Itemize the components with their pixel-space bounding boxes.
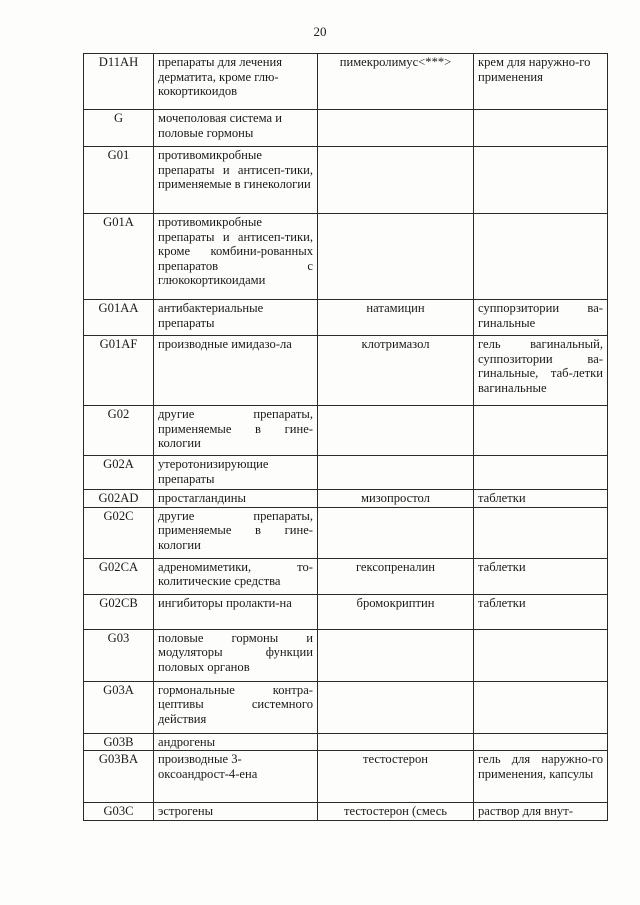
table-row [84,406,608,456]
table-row [84,54,608,110]
atc-code-cell: G03B [84,733,154,751]
atc-code-cell: D11AH [84,54,154,110]
inn-cell [318,406,474,456]
dosage-form-cell [474,110,608,147]
dosage-form-cell: таблетки [474,490,608,508]
table-row [84,214,608,300]
table-row [84,629,608,681]
table-row [84,733,608,751]
table-row [84,594,608,629]
dosage-form-cell: гель для наружно-го применения, капсулы [474,751,608,803]
group-name-cell: ингибиторы пролакти-на [154,594,318,629]
group-name-cell: утеротонизирующие препараты [154,456,318,490]
group-name-cell: простагландины [154,490,318,508]
dosage-form-cell [474,681,608,733]
group-name-cell: эстрогены [154,803,318,821]
inn-cell: тестостерон [318,751,474,803]
atc-code-cell: G03C [84,803,154,821]
inn-cell: мизопростол [318,490,474,508]
atc-code-cell: G [84,110,154,147]
inn-cell: гексопреналин [318,558,474,594]
group-name-cell: адреномиметики, то-колитические средства [154,558,318,594]
group-name-cell: производные 3-оксоандрост-4-ена [154,751,318,803]
inn-cell: пимекролимус<***> [318,54,474,110]
inn-cell [318,110,474,147]
dosage-form-cell: гель вагинальный, суппозитории ва-гинальные, таб-летки вагинальные [474,336,608,406]
table-row [84,300,608,336]
dosage-form-cell: таблетки [474,594,608,629]
group-name-cell: другие препараты, применяемые в гине-кологии [154,507,318,558]
inn-cell: натамицин [318,300,474,336]
dosage-form-cell [474,733,608,751]
dosage-form-cell: раствор для внут- [474,803,608,821]
dosage-form-cell [474,629,608,681]
atc-code-cell: G03 [84,629,154,681]
inn-cell: тестостерон (смесь [318,803,474,821]
dosage-form-cell: крем для наружно-го применения [474,54,608,110]
table-row [84,681,608,733]
group-name-cell: гормональные контра-цептивы системного действия [154,681,318,733]
inn-cell: бромокриптин [318,594,474,629]
table-row [84,751,608,803]
dosage-form-cell [474,456,608,490]
dosage-form-cell [474,406,608,456]
inn-cell [318,456,474,490]
atc-code-cell: G03A [84,681,154,733]
atc-code-cell: G02AD [84,490,154,508]
atc-code-cell: G01AF [84,336,154,406]
group-name-cell: мочеполовая система и половые гормоны [154,110,318,147]
drug-table [83,53,608,821]
table-row [84,336,608,406]
dosage-form-cell [474,214,608,300]
group-name-cell: андрогены [154,733,318,751]
dosage-form-cell: таблетки [474,558,608,594]
inn-cell [318,507,474,558]
atc-code-cell: G03BA [84,751,154,803]
inn-cell [318,214,474,300]
group-name-cell: половые гормоны и модуляторы функции половых органов [154,629,318,681]
table-row [84,110,608,147]
group-name-cell: противомикробные препараты и антисеп-тики, кроме комбини-рованных препаратов с глюкокортикоидами [154,214,318,300]
atc-code-cell: G02C [84,507,154,558]
atc-code-cell: G02A [84,456,154,490]
atc-code-cell: G02 [84,406,154,456]
inn-cell: клотримазол [318,336,474,406]
dosage-form-cell [474,147,608,214]
group-name-cell: препараты для лечения дерматита, кроме глю-кокортикоидов [154,54,318,110]
atc-code-cell: G02CA [84,558,154,594]
inn-cell [318,681,474,733]
table-row [84,507,608,558]
inn-cell [318,629,474,681]
group-name-cell: другие препараты, применяемые в гине-кологии [154,406,318,456]
inn-cell [318,733,474,751]
table-row [84,456,608,490]
dosage-form-cell [474,507,608,558]
group-name-cell: противомикробные препараты и антисеп-тики, применяемые в гинекологии [154,147,318,214]
dosage-form-cell: суппорзитории ва-гинальные [474,300,608,336]
atc-code-cell: G01AA [84,300,154,336]
group-name-cell: антибактериальные препараты [154,300,318,336]
group-name-cell: производные имидазо-ла [154,336,318,406]
atc-code-cell: G02CB [84,594,154,629]
table-row [84,490,608,508]
atc-code-cell: G01 [84,147,154,214]
table-row [84,558,608,594]
table-row [84,803,608,821]
inn-cell [318,147,474,214]
atc-code-cell: G01A [84,214,154,300]
page-number: 20 [313,24,327,39]
table-row [84,147,608,214]
